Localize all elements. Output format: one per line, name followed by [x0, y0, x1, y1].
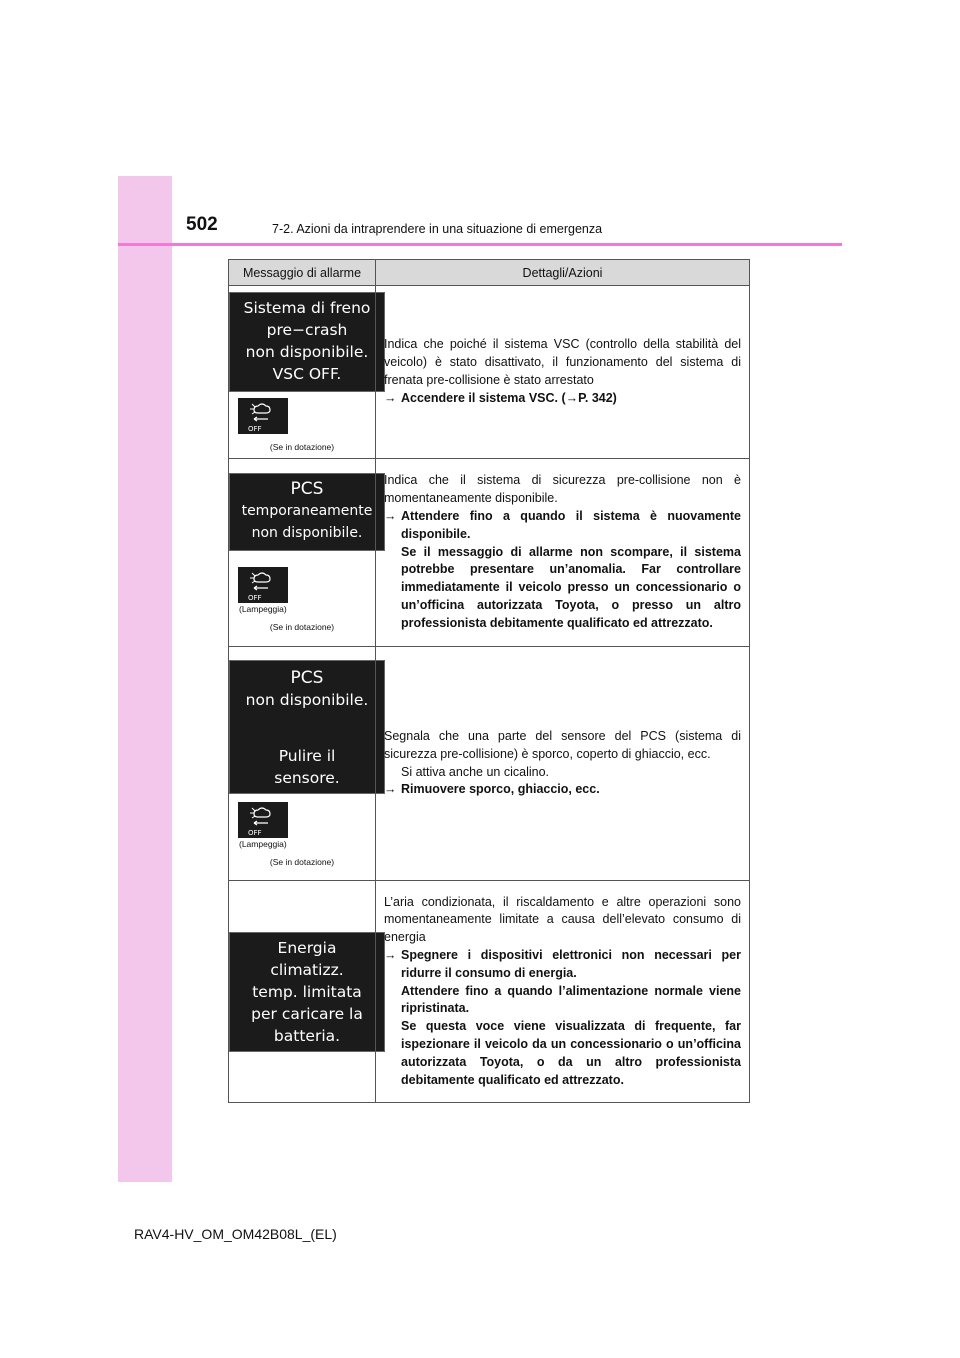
screen-line: PCS	[290, 668, 324, 688]
page-number: 502	[186, 214, 218, 235]
display-message-screen	[229, 932, 385, 1052]
pcs-off-indicator-icon	[238, 398, 288, 434]
document-code: RAV4-HV_OM_OM42B08L_(EL)	[134, 1226, 337, 1242]
screen-line: non disponibile.	[245, 691, 369, 709]
column-header-details: Dettagli/Azioni	[376, 260, 750, 286]
action-text: Accendere il sistema VSC. (→P. 342)	[401, 390, 617, 405]
blink-label: (Lampeggia)	[239, 604, 287, 614]
action-text: Spegnere i dispositivi elettronici non necessari per ridurre il consumo di energia.	[401, 948, 741, 980]
pcs-off-indicator-icon	[238, 802, 288, 838]
indicator-off-label: OFF	[248, 425, 262, 433]
screen-line	[230, 711, 384, 745]
details-text: Segnala che una parte del sensore del PCS (sistema di sicurezza pre-collisione) è sporco, coperto di ghiaccio, ecc.	[384, 728, 741, 761]
action-item	[384, 390, 741, 408]
table-header-row	[229, 260, 750, 286]
equipment-note: (Se in dotazione)	[269, 857, 335, 867]
screen-line: PCS	[290, 479, 324, 499]
chapter-side-band	[118, 176, 172, 1182]
action-detail-text: Se questa voce viene visualizzata di frequente, far ispezionare il veicolo da un concessionario o un’officina autorizzata Toyota, o da un altro professionista debitamente qualificato ed attrezzato.	[401, 1019, 741, 1087]
table-row	[229, 286, 750, 459]
screen-line: Pulire il	[278, 747, 336, 765]
message-cell	[229, 647, 376, 881]
action-text: Attendere fino a quando il sistema è nuovamente disponibile.	[401, 509, 741, 541]
display-message-screen	[229, 292, 385, 392]
details-text: L’aria condizionata, il riscaldamento e altre operazioni sono momentaneamente limitate a causa dell’elevato consumo di energia	[384, 894, 741, 945]
action-item	[384, 508, 741, 544]
screen-line: temp. limitata	[252, 982, 362, 1001]
pcs-off-indicator-icon	[238, 567, 288, 603]
screen-line: non disponibile.	[251, 525, 363, 541]
header-rule	[118, 243, 842, 246]
screen-line: Sistema di freno	[243, 299, 371, 317]
action-detail-text: Attendere fino a quando l’alimentazione normale viene ripristinata.	[401, 983, 741, 1016]
indicator-off-label: OFF	[248, 829, 262, 837]
screen-line: non disponibile.	[245, 343, 369, 361]
arrow-icon: →	[384, 782, 397, 797]
display-message-screen	[229, 473, 385, 551]
indicator-off-label: OFF	[248, 594, 262, 602]
message-cell	[229, 286, 376, 459]
display-message-screen	[229, 660, 385, 794]
table-row	[229, 459, 750, 647]
action-item	[384, 947, 741, 983]
blink-label: (Lampeggia)	[239, 839, 287, 849]
arrow-icon: →	[384, 390, 397, 405]
chapter-title: 7-2. Azioni da intraprendere in una situazione di emergenza	[272, 222, 603, 236]
details-cell	[376, 881, 750, 1103]
screen-line: VSC OFF.	[272, 365, 342, 383]
arrow-icon: →	[384, 948, 397, 962]
table-row	[229, 881, 750, 1103]
details-subtext: Si attiva anche un cicalino.	[401, 764, 550, 779]
message-cell	[229, 459, 376, 647]
action-detail-text: Se il messaggio di allarme non scompare, il sistema potrebbe presentare un’anomalia. Far controllare immediatamente il veicolo presso un concessionario o un’officina autorizzata Toyota, o presso un altro professionista debitamente qualificato ed attrezzato.	[401, 544, 741, 630]
screen-line: pre−crash	[266, 321, 348, 339]
arrow-icon: →	[384, 509, 397, 523]
action-item	[384, 781, 741, 799]
warning-message-table	[228, 259, 750, 1103]
details-text: Indica che il sistema di sicurezza pre-collisione non è momentaneamente disponibile.	[384, 473, 741, 506]
action-text: Rimuovere sporco, ghiaccio, ecc.	[401, 782, 600, 797]
table-row	[229, 647, 750, 881]
equipment-note: (Se in dotazione)	[269, 622, 335, 632]
screen-line: sensore.	[274, 769, 340, 787]
details-cell	[376, 459, 750, 647]
message-cell	[229, 881, 376, 1103]
column-header-message: Messaggio di allarme	[229, 260, 376, 286]
details-cell	[376, 286, 750, 459]
screen-line: temporaneamente	[241, 503, 373, 519]
details-cell	[376, 647, 750, 881]
screen-line: batteria.	[273, 1026, 341, 1045]
details-text: Indica che poiché il sistema VSC (controllo della stabilità del veicolo) è stato disattivato, il funzionamento del sistema di frenata pre-collisione è stato arrestato	[384, 337, 741, 387]
screen-line: climatizz.	[270, 960, 344, 979]
screen-line: Energia	[277, 938, 337, 957]
screen-line: per caricare la	[251, 1004, 363, 1023]
equipment-note: (Se in dotazione)	[269, 442, 335, 452]
